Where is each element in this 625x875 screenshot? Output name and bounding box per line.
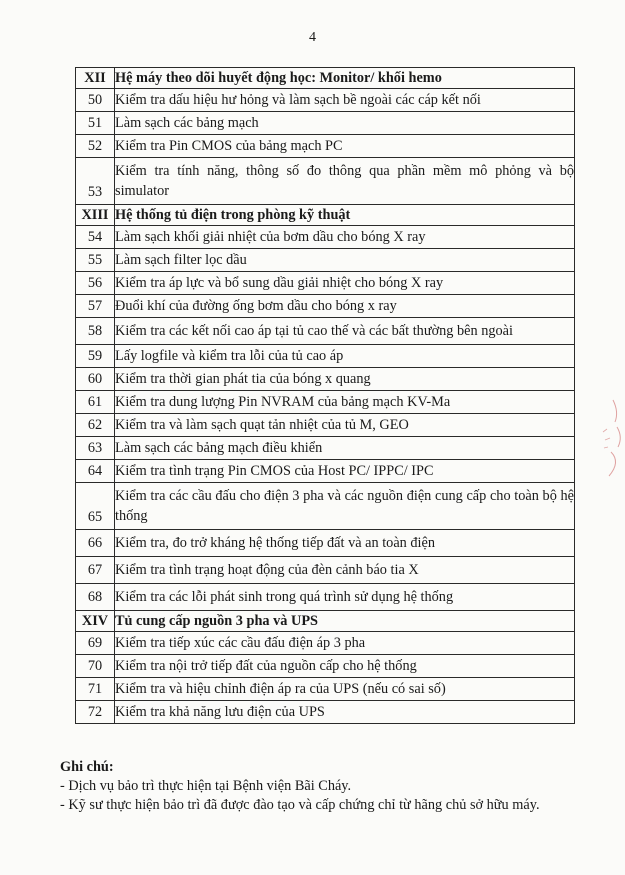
item-description: Làm sạch các bảng mạch điều khiển: [115, 437, 575, 460]
item-number: 52: [76, 135, 115, 158]
table-row: [76, 678, 575, 701]
item-description: Lấy logfile và kiểm tra lỗi của tủ cao áp: [115, 345, 575, 368]
section-title: Hệ máy theo dõi huyết động học: Monitor/ khối hemo: [115, 68, 575, 89]
item-description: Kiểm tra tính năng, thông số đo thông qua phần mềm mô phỏng và bộ simulator: [115, 158, 575, 205]
table-row: [76, 318, 575, 345]
table-row: [76, 226, 575, 249]
note-line: - Kỹ sư thực hiện bảo trì đã được đào tạo và cấp chứng chỉ từ hãng chủ sở hữu máy.: [60, 797, 540, 813]
table-row: [76, 368, 575, 391]
item-number: 67: [76, 557, 115, 584]
item-number: 59: [76, 345, 115, 368]
item-number: 72: [76, 701, 115, 724]
section-number: XII: [76, 68, 115, 89]
maintenance-table: [75, 67, 575, 724]
item-number: 58: [76, 318, 115, 345]
item-number: 53: [76, 158, 115, 205]
item-description: Làm sạch filter lọc dầu: [115, 249, 575, 272]
item-description: Kiểm tra các cầu đấu cho điện 3 pha và các nguồn điện cung cấp cho toàn bộ hệ thống: [115, 483, 575, 530]
section-number: XIII: [76, 205, 115, 226]
item-number: 64: [76, 460, 115, 483]
item-description: Đuổi khí của đường ống bơm dầu cho bóng x ray: [115, 295, 575, 318]
item-number: 66: [76, 530, 115, 557]
item-number: 54: [76, 226, 115, 249]
item-description: Kiểm tra tiếp xúc các cầu đấu điện áp 3 pha: [115, 632, 575, 655]
section-row: [76, 205, 575, 226]
table-row: [76, 345, 575, 368]
item-number: 61: [76, 391, 115, 414]
item-description: Làm sạch các bảng mạch: [115, 112, 575, 135]
section-number: XIV: [76, 611, 115, 632]
item-number: 50: [76, 89, 115, 112]
table-row: [76, 701, 575, 724]
item-description: Kiểm tra các lỗi phát sinh trong quá trình sử dụng hệ thống: [115, 584, 575, 611]
table-row: [76, 272, 575, 295]
table-body: [76, 68, 575, 724]
item-description: Làm sạch khối giải nhiệt của bơm dầu cho bóng X ray: [115, 226, 575, 249]
item-number: 69: [76, 632, 115, 655]
item-number: 60: [76, 368, 115, 391]
table-row: [76, 460, 575, 483]
table-row: [76, 135, 575, 158]
item-description: Kiểm tra và hiệu chỉnh điện áp ra của UPS (nếu có sai số): [115, 678, 575, 701]
section-title: Hệ thống tủ điện trong phòng kỹ thuật: [115, 205, 575, 226]
table-row: [76, 483, 575, 530]
table-row: [76, 295, 575, 318]
notes-section: [60, 758, 580, 815]
table-row: [76, 584, 575, 611]
item-description: Kiểm tra các kết nối cao áp tại tủ cao thế và các bất thường bên ngoài: [115, 318, 575, 345]
item-description: Kiểm tra khả năng lưu điện của UPS: [115, 701, 575, 724]
item-number: 57: [76, 295, 115, 318]
item-description: Kiểm tra tình trạng Pin CMOS của Host PC/ IPPC/ IPC: [115, 460, 575, 483]
item-number: 51: [76, 112, 115, 135]
page-number: 4: [309, 30, 316, 45]
item-description: Kiểm tra dấu hiệu hư hỏng và làm sạch bề ngoài các cáp kết nối: [115, 89, 575, 112]
item-description: Kiểm tra tình trạng hoạt động của đèn cảnh báo tia X: [115, 557, 575, 584]
table-row: [76, 632, 575, 655]
table-row: [76, 530, 575, 557]
table-row: [76, 437, 575, 460]
section-row: [76, 611, 575, 632]
item-number: 70: [76, 655, 115, 678]
section-title: Tủ cung cấp nguồn 3 pha và UPS: [115, 611, 575, 632]
table-row: [76, 391, 575, 414]
item-description: Kiểm tra và làm sạch quạt tản nhiệt của tủ M, GEO: [115, 414, 575, 437]
table-row: [76, 158, 575, 205]
table-row: [76, 655, 575, 678]
item-number: 56: [76, 272, 115, 295]
item-number: 55: [76, 249, 115, 272]
item-number: 63: [76, 437, 115, 460]
table-row: [76, 557, 575, 584]
item-number: 68: [76, 584, 115, 611]
note-line: - Dịch vụ bảo trì thực hiện tại Bệnh viện Bãi Cháy.: [60, 778, 352, 794]
item-description: Kiểm tra nội trở tiếp đất của nguồn cấp cho hệ thống: [115, 655, 575, 678]
item-description: Kiểm tra thời gian phát tia của bóng x quang: [115, 368, 575, 391]
notes-title: Ghi chú:: [60, 759, 114, 775]
table-row: [76, 112, 575, 135]
item-number: 62: [76, 414, 115, 437]
stamp-mark: [595, 392, 625, 482]
item-number: 71: [76, 678, 115, 701]
item-description: Kiểm tra dung lượng Pin NVRAM của bảng mạch KV-Ma: [115, 391, 575, 414]
item-description: Kiểm tra áp lực và bổ sung dầu giải nhiệt cho bóng X ray: [115, 272, 575, 295]
table-row: [76, 89, 575, 112]
table-row: [76, 414, 575, 437]
item-description: Kiểm tra, đo trở kháng hệ thống tiếp đất và an toàn điện: [115, 530, 575, 557]
item-number: 65: [76, 483, 115, 530]
item-description: Kiểm tra Pin CMOS của bảng mạch PC: [115, 135, 575, 158]
section-row: [76, 68, 575, 89]
table-row: [76, 249, 575, 272]
